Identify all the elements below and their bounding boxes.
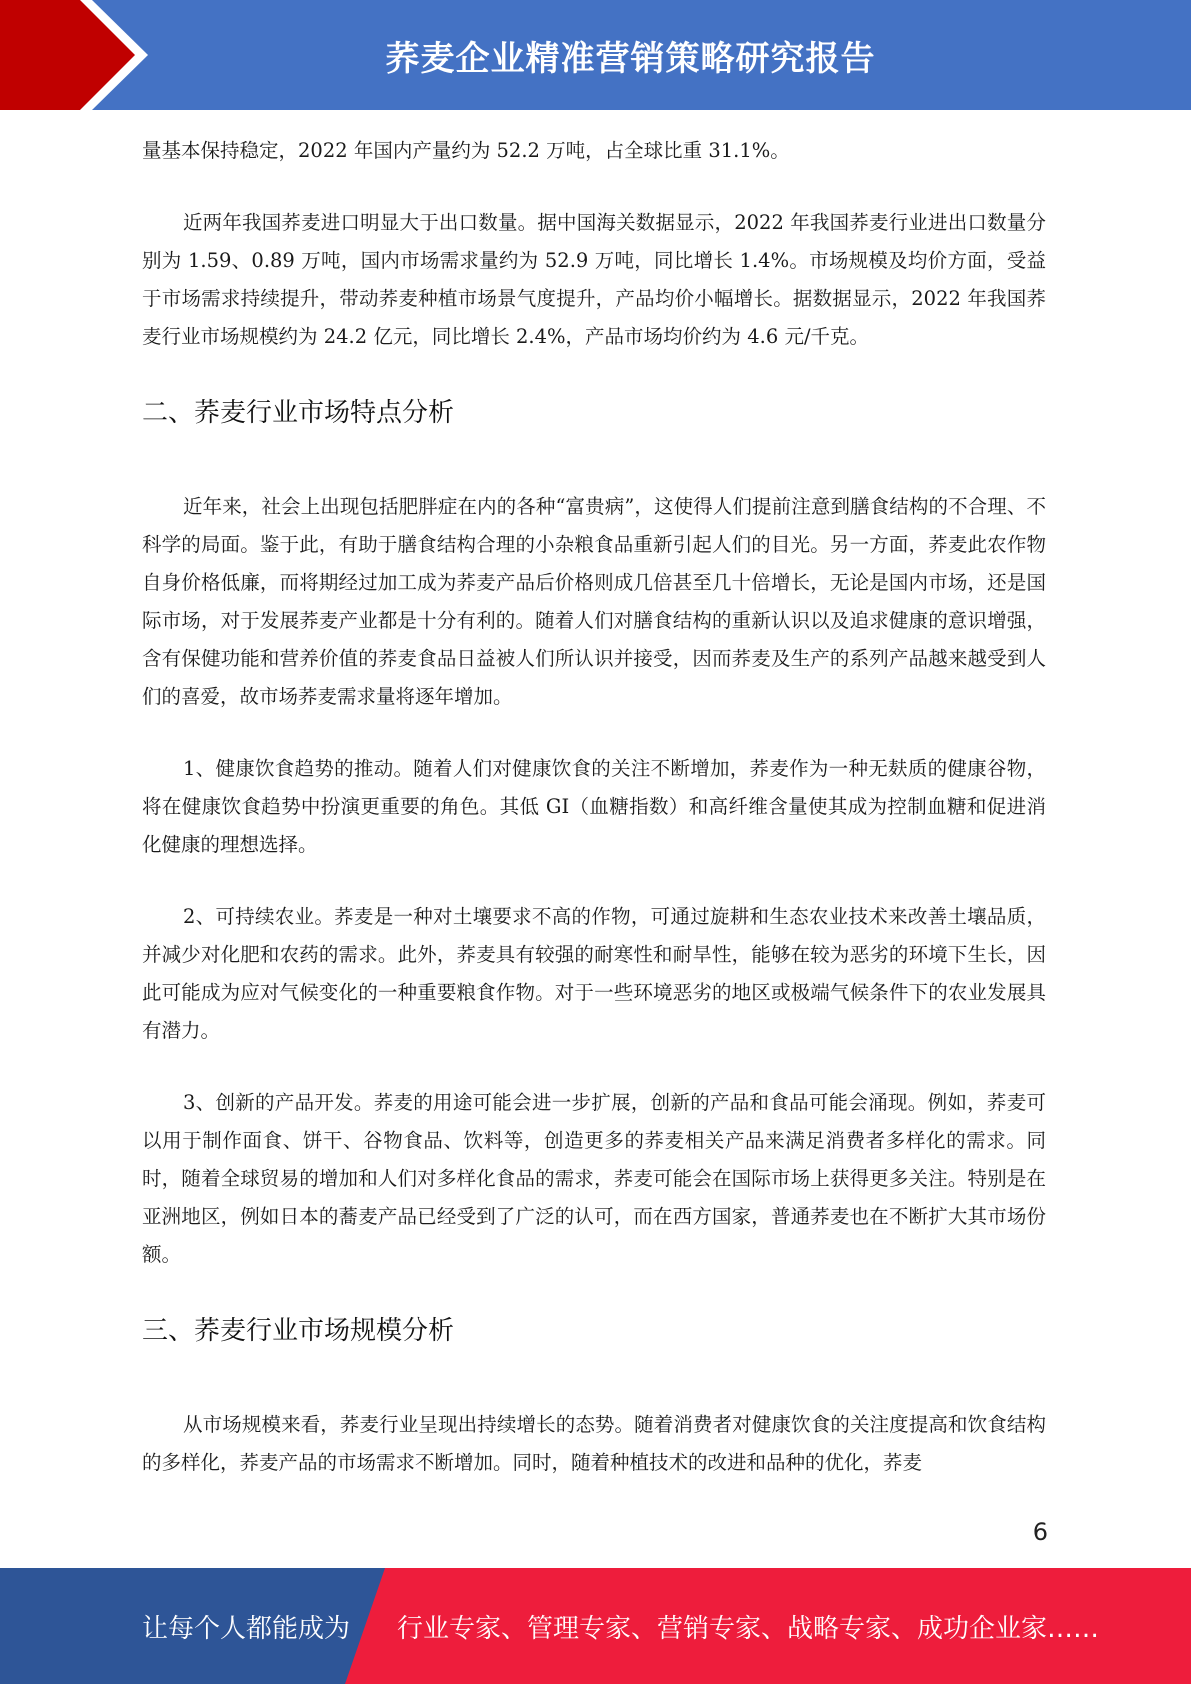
footer-slogan-left: 让每个人都能成为 — [142, 1613, 351, 1644]
footer-slogan-right: 行业专家、管理专家、营销专家、战略专家、成功企业家…… — [397, 1613, 1100, 1644]
header-banner — [0, 0, 1191, 110]
paragraph: 从市场规模来看，荞麦行业呈现出持续增长的态势。随着消费者对健康饮食的关注度提高和饮食结构的多样化，荞麦产品的市场需求不断增加。同时，随着种植技术的改进和品种的优化，荞麦 — [142, 1413, 1046, 1474]
paragraph: 近两年我国荞麦进口明显大于出口数量。据中国海关数据显示，2022 年我国荞麦行业进出口数量分别为 1.59、0.89 万吨，国内市场需求量约为 52.9 万吨，同比增长 1.4%。市场规模及均价方面，受益于市场需求持续提升，带动荞麦种植市场景气度提升，产品均价小幅增长。据数据显示，2022 年我国荞麦行业市场规模约为 24.2 亿元，同比增长 2.4%，产品市场均价约为 4.6 元/千克。 — [142, 211, 1046, 348]
footer-banner — [0, 1568, 1191, 1684]
paragraph: 量基本保持稳定，2022 年国内产量约为 52.2 万吨，占全球比重 31.1%。 — [142, 139, 790, 162]
section-heading: 二、荞麦行业市场特点分析 — [142, 398, 455, 428]
paragraph: 3、创新的产品开发。荞麦的用途可能会进一步扩展，创新的产品和食品可能会涌现。例如，荞麦可以用于制作面食、饼干、谷物食品、饮料等，创造更多的荞麦相关产品来满足消费者多样化的需求。同时，随着全球贸易的增加和人们对多样化食品的需求，荞麦可能会在国际市场上获得更多关注。特别是在亚洲地区，例如日本的蕎麦产品已经受到了广泛的认可，而在西方国家，普通荞麦也在不断扩大其市场份额。 — [142, 1091, 1046, 1266]
page-number: 6 — [1032, 1518, 1048, 1546]
section-heading: 三、荞麦行业市场规模分析 — [142, 1316, 455, 1346]
header-red-chevron — [0, 0, 150, 110]
report-title: 荞麦企业精准营销策略研究报告 — [385, 38, 876, 79]
paragraph: 近年来，社会上出现包括肥胖症在内的各种“富贵病”，这使得人们提前注意到膳食结构的不合理、不科学的局面。鉴于此，有助于膳食结构合理的小杂粮食品重新引起人们的目光。另一方面，荞麦此农作物自身价格低廉，而将期经过加工成为荞麦产品后价格则成几倍甚至几十倍增长，无论是国内市场，还是国际市场，对于发展荞麦产业都是十分有利的。随着人们对膳食结构的重新认识以及追求健康的意识增强，含有保健功能和营养价值的荞麦食品日益被人们所认识并接受，因而荞麦及生产的系列产品越来越受到人们的喜爱，故市场荞麦需求量将逐年增加。 — [142, 495, 1046, 708]
page-content — [142, 132, 1046, 1482]
paragraph: 1、健康饮食趋势的推动。随着人们对健康饮食的关注不断增加，荞麦作为一种无麸质的健康谷物，将在健康饮食趋势中扮演更重要的角色。其低 GI（血糖指数）和高纤维含量使其成为控制血糖和促进消化健康的理想选择。 — [142, 757, 1046, 856]
paragraph: 2、可持续农业。荞麦是一种对土壤要求不高的作物，可通过旋耕和生态农业技术来改善土壤品质，并减少对化肥和农药的需求。此外，荞麦具有较强的耐寒性和耐旱性，能够在较为恶劣的环境下生长，因此可能成为应对气候变化的一种重要粮食作物。对于一些环境恶劣的地区或极端气候条件下的农业发展具有潜力。 — [142, 905, 1046, 1042]
